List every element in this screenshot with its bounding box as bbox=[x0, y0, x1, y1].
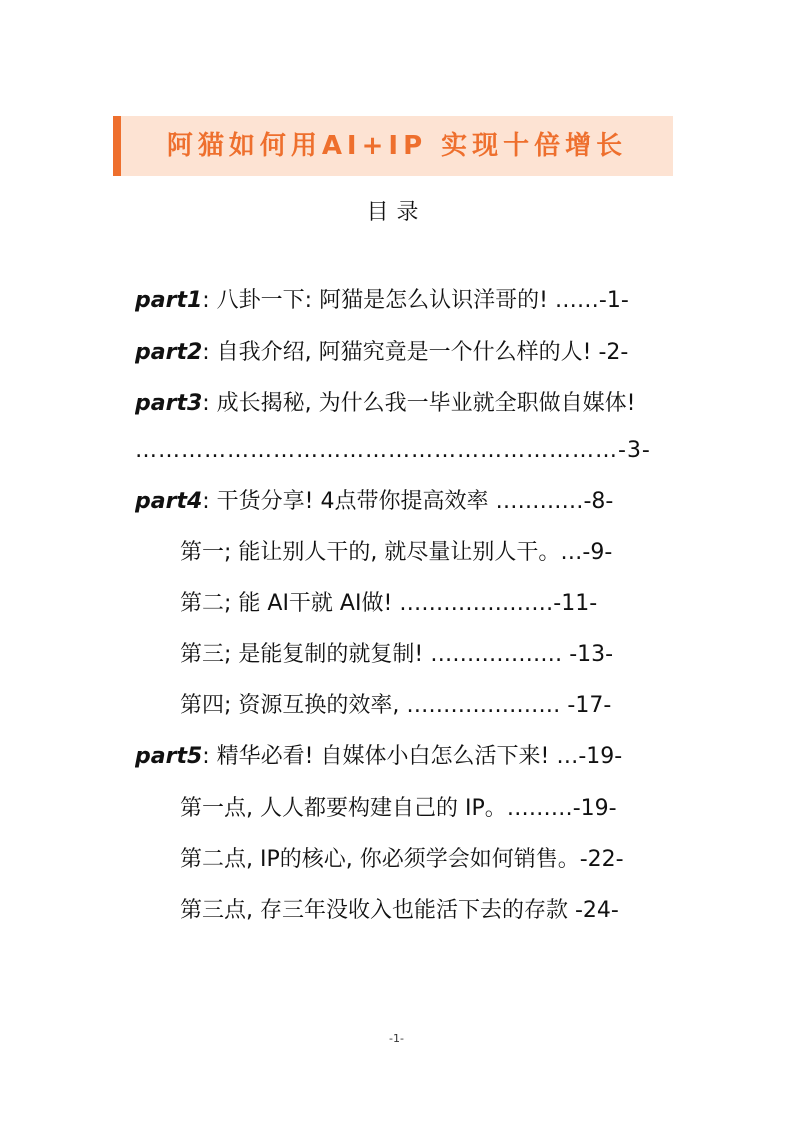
toc-part-label: part4 bbox=[135, 489, 203, 514]
toc-entry-part3[interactable] bbox=[135, 387, 675, 421]
toc-entry-text: : 八卦一下: 阿猫是怎么认识洋哥的! ……-1- bbox=[202, 288, 629, 313]
toc-part-label: part2 bbox=[135, 340, 203, 365]
toc-entry-part3-page[interactable] bbox=[135, 434, 675, 468]
toc-entry-text: 第一点, 人人都要构建自己的 IP。………-19- bbox=[180, 796, 617, 821]
toc-subentry[interactable] bbox=[180, 894, 675, 928]
toc-entry-text: 第二; 能 AI干就 AI做! …………………-11- bbox=[180, 591, 598, 616]
toc-subentry[interactable] bbox=[180, 587, 675, 621]
toc-subentry[interactable] bbox=[180, 536, 675, 570]
toc-entry-text: 第一; 能让别人干的, 就尽量让别人干。…-9- bbox=[180, 540, 613, 565]
toc-entry-text: : 干货分享! 4点带你提高效率 …………-8- bbox=[202, 489, 614, 514]
toc-entry-text: 第三; 是能复制的就复制! ……………… -13- bbox=[180, 642, 614, 667]
toc-entry-text: 第四; 资源互换的效率, ………………… -17- bbox=[180, 693, 612, 718]
document-title: 阿猫如何用AI+IP 实现十倍增长 bbox=[166, 131, 628, 161]
toc-entry-text: : 自我介绍, 阿猫究竟是一个什么样的人! -2- bbox=[202, 340, 629, 365]
toc-subentry[interactable] bbox=[180, 689, 675, 723]
toc-entry-text: ………………………………………………………-3- bbox=[135, 438, 651, 463]
toc-entry-text: : 精华必看! 自媒体小白怎么活下来! …-19- bbox=[202, 744, 623, 769]
toc-entry-part5[interactable] bbox=[135, 740, 675, 774]
toc-subentry[interactable] bbox=[180, 638, 675, 672]
toc-part-label: part3 bbox=[135, 391, 203, 416]
toc-subentry[interactable] bbox=[180, 792, 675, 826]
toc-entry-part4[interactable] bbox=[135, 485, 675, 519]
toc-heading: 目录 bbox=[366, 200, 427, 225]
toc-entry-text: : 成长揭秘, 为什么我一毕业就全职做自媒体! bbox=[202, 391, 636, 416]
page-number: -1- bbox=[389, 1032, 404, 1045]
toc-part-label: part5 bbox=[135, 744, 203, 769]
toc-entry-text: 第二点, IP的核心, 你必须学会如何销售。-22- bbox=[180, 847, 624, 872]
toc-subentry[interactable] bbox=[180, 843, 675, 877]
toc-entry-part2[interactable] bbox=[135, 336, 675, 370]
title-accent-bar bbox=[113, 116, 121, 176]
toc-entry-text: 第三点, 存三年没收入也能活下去的存款 -24- bbox=[180, 898, 619, 923]
toc-entry-part1[interactable] bbox=[135, 284, 675, 318]
title-banner bbox=[113, 116, 673, 176]
toc-part-label: part1 bbox=[135, 288, 203, 313]
